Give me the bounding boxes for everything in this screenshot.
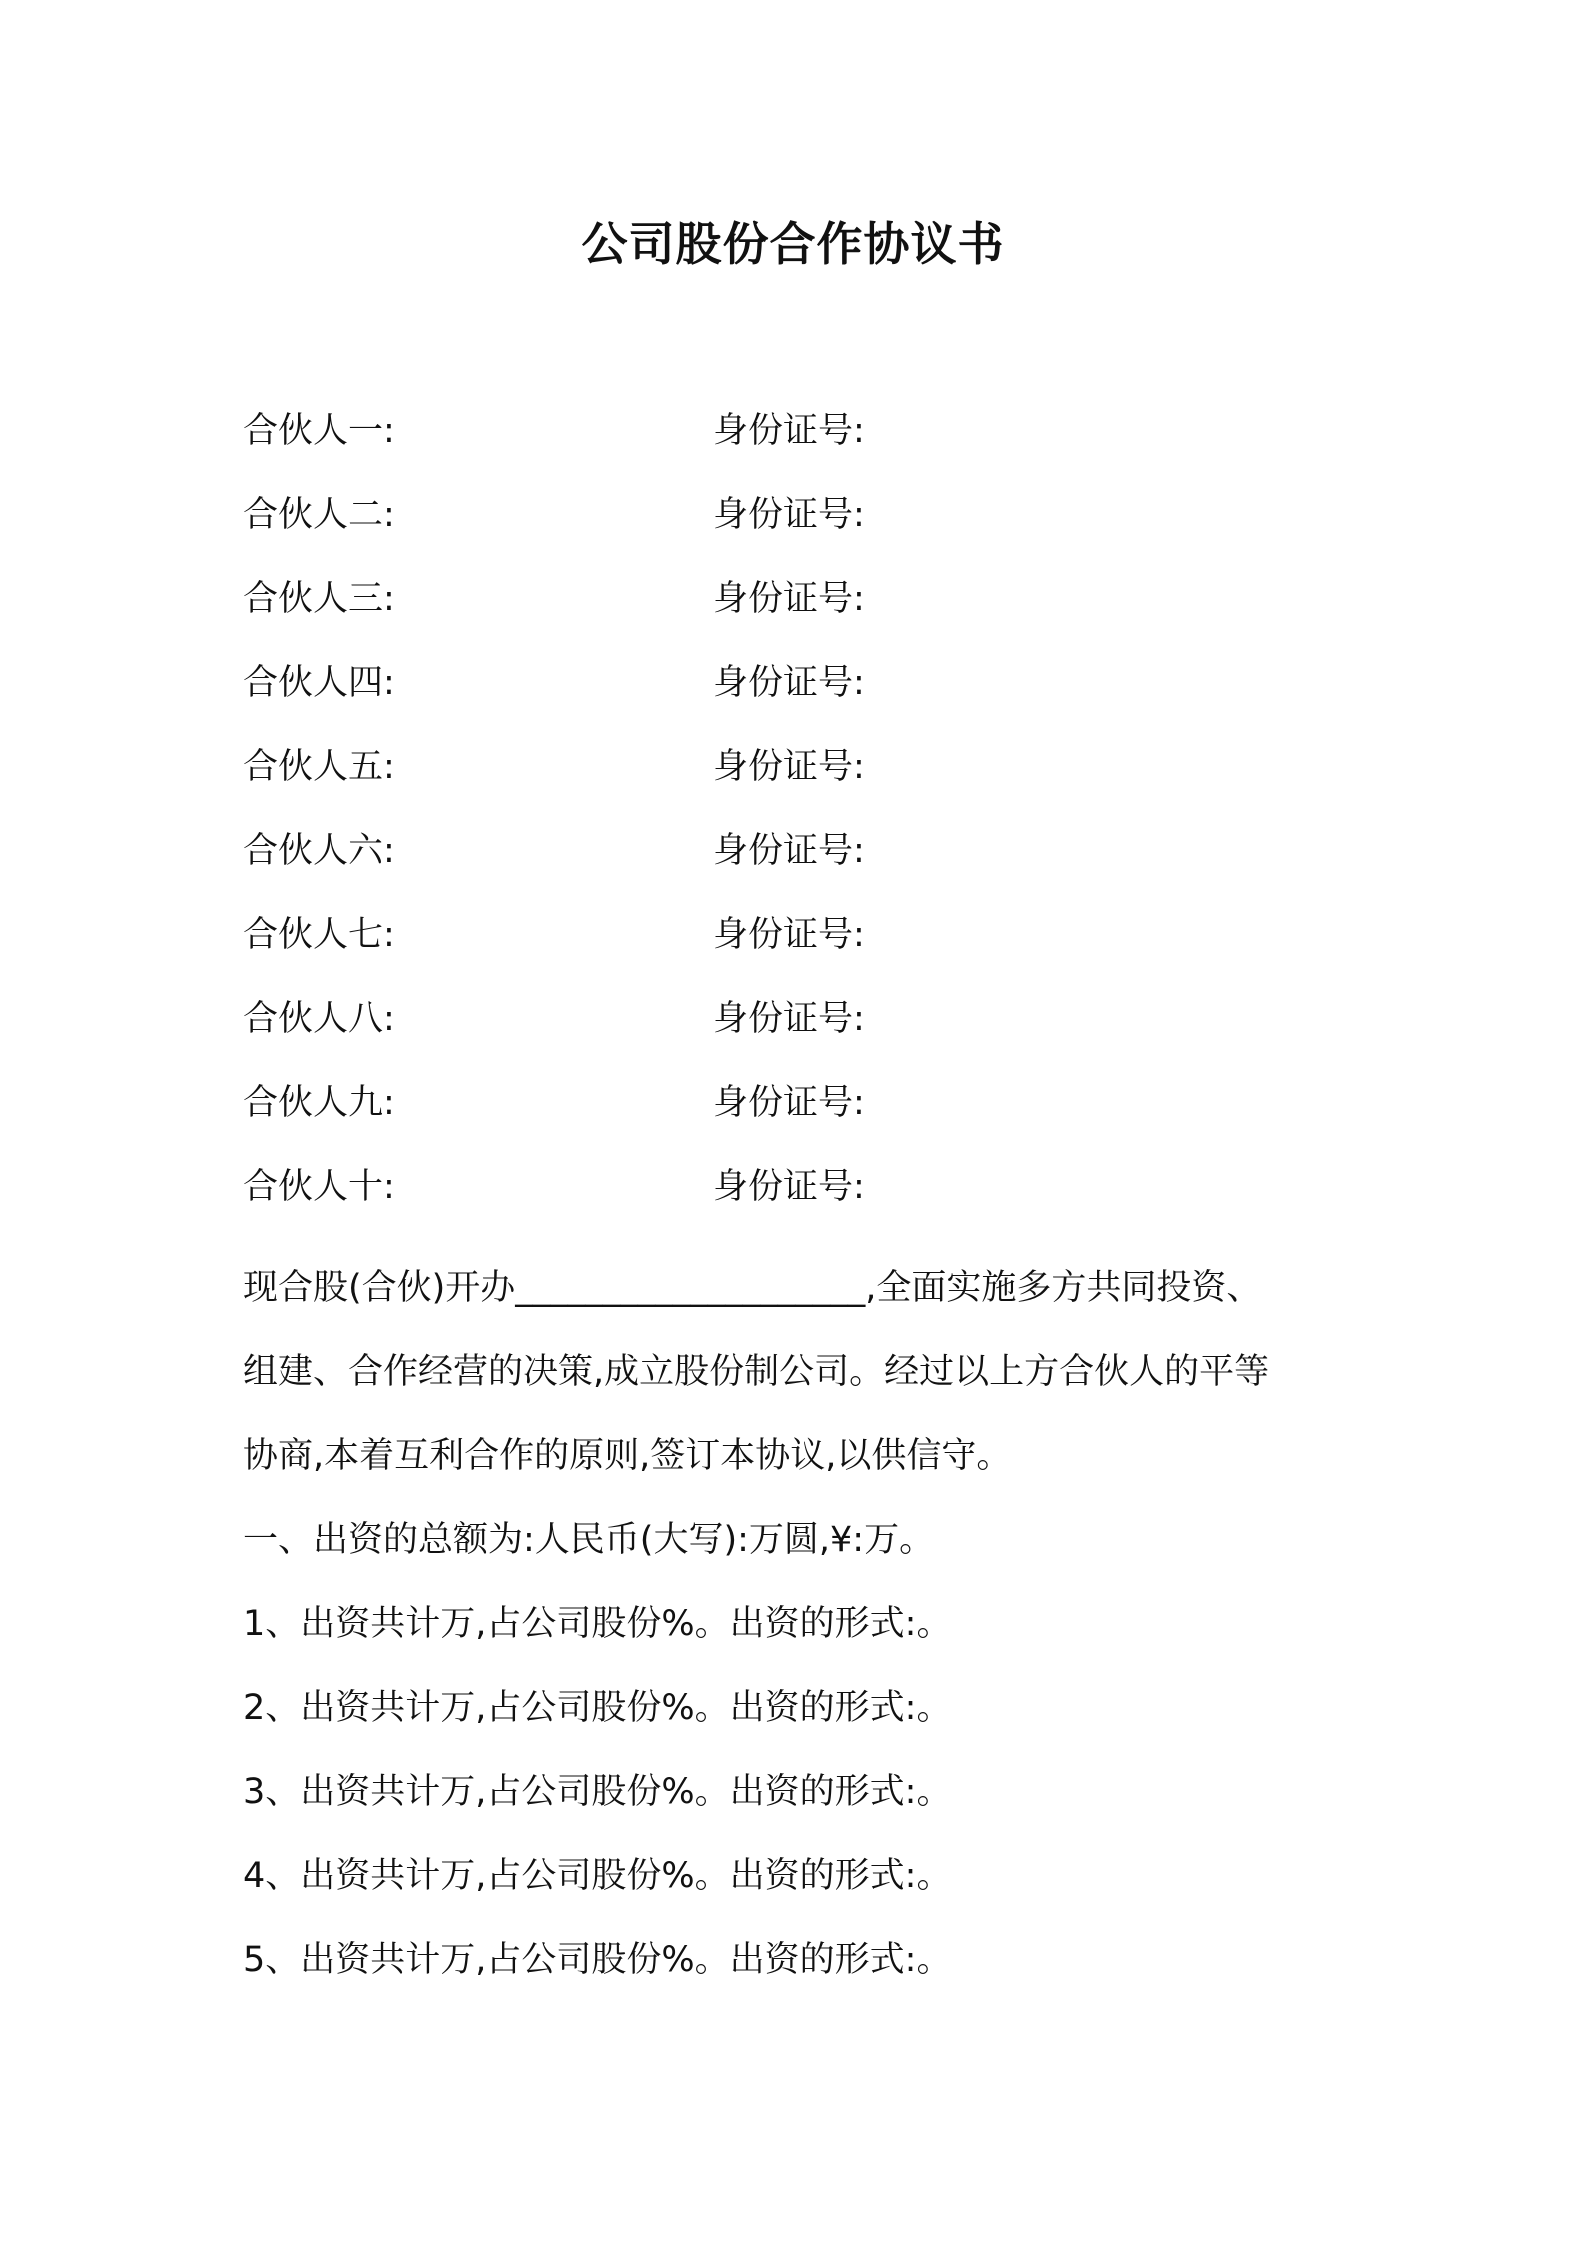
id-number-label: 身份证号: — [713, 915, 865, 955]
partner-label: 合伙人十: — [243, 1167, 395, 1207]
intro-line: 组建、合作经营的决策,成立股份制公司。经过以上方合伙人的平等 — [243, 1352, 1270, 1392]
id-number-label: 身份证号: — [713, 747, 865, 787]
partner-label: 合伙人七: — [243, 915, 395, 955]
partner-label: 合伙人九: — [243, 1083, 395, 1123]
id-number-label: 身份证号: — [713, 663, 865, 703]
partner-label: 合伙人四: — [243, 663, 395, 703]
partner-row — [243, 910, 1343, 994]
partner-label: 合伙人三: — [243, 579, 395, 619]
id-number-label: 身份证号: — [713, 495, 865, 535]
partner-label: 合伙人八: — [243, 999, 395, 1039]
partner-label: 合伙人一: — [243, 411, 395, 451]
contribution-line: 2、出资共计万,占公司股份%。出资的形式:。 — [243, 1688, 952, 1728]
partner-row — [243, 490, 1343, 574]
contribution-line: 3、出资共计万,占公司股份%。出资的形式:。 — [243, 1772, 952, 1812]
partner-label: 合伙人六: — [243, 831, 395, 871]
id-number-label: 身份证号: — [713, 411, 865, 451]
intro-line: 协商,本着互利合作的原则,签订本协议,以供信守。 — [243, 1436, 1012, 1476]
id-number-label: 身份证号: — [713, 579, 865, 619]
id-number-label: 身份证号: — [713, 1083, 865, 1123]
partner-row — [243, 826, 1343, 910]
contribution-line: 4、出资共计万,占公司股份%。出资的形式:。 — [243, 1856, 952, 1896]
section-one-heading: 一、出资的总额为:人民币(大写):万圆,¥:万。 — [243, 1520, 935, 1560]
id-number-label: 身份证号: — [713, 999, 865, 1039]
document-title: 公司股份合作协议书 — [581, 217, 1005, 271]
partner-row — [243, 994, 1343, 1078]
partner-list — [243, 406, 1343, 1246]
intro-line: 现合股(合伙)开办____________________,全面实施多方共同投资、 — [243, 1268, 1262, 1308]
id-number-label: 身份证号: — [713, 831, 865, 871]
contribution-line: 1、出资共计万,占公司股份%。出资的形式:。 — [243, 1604, 952, 1644]
partner-label: 合伙人二: — [243, 495, 395, 535]
agreement-body — [243, 1246, 1363, 2002]
contribution-line: 5、出资共计万,占公司股份%。出资的形式:。 — [243, 1940, 952, 1980]
partner-label: 合伙人五: — [243, 747, 395, 787]
partner-row — [243, 658, 1343, 742]
partner-row — [243, 1078, 1343, 1162]
id-number-label: 身份证号: — [713, 1167, 865, 1207]
partner-row — [243, 574, 1343, 658]
partner-row — [243, 1162, 1343, 1246]
partner-row — [243, 742, 1343, 826]
partner-row — [243, 406, 1343, 490]
